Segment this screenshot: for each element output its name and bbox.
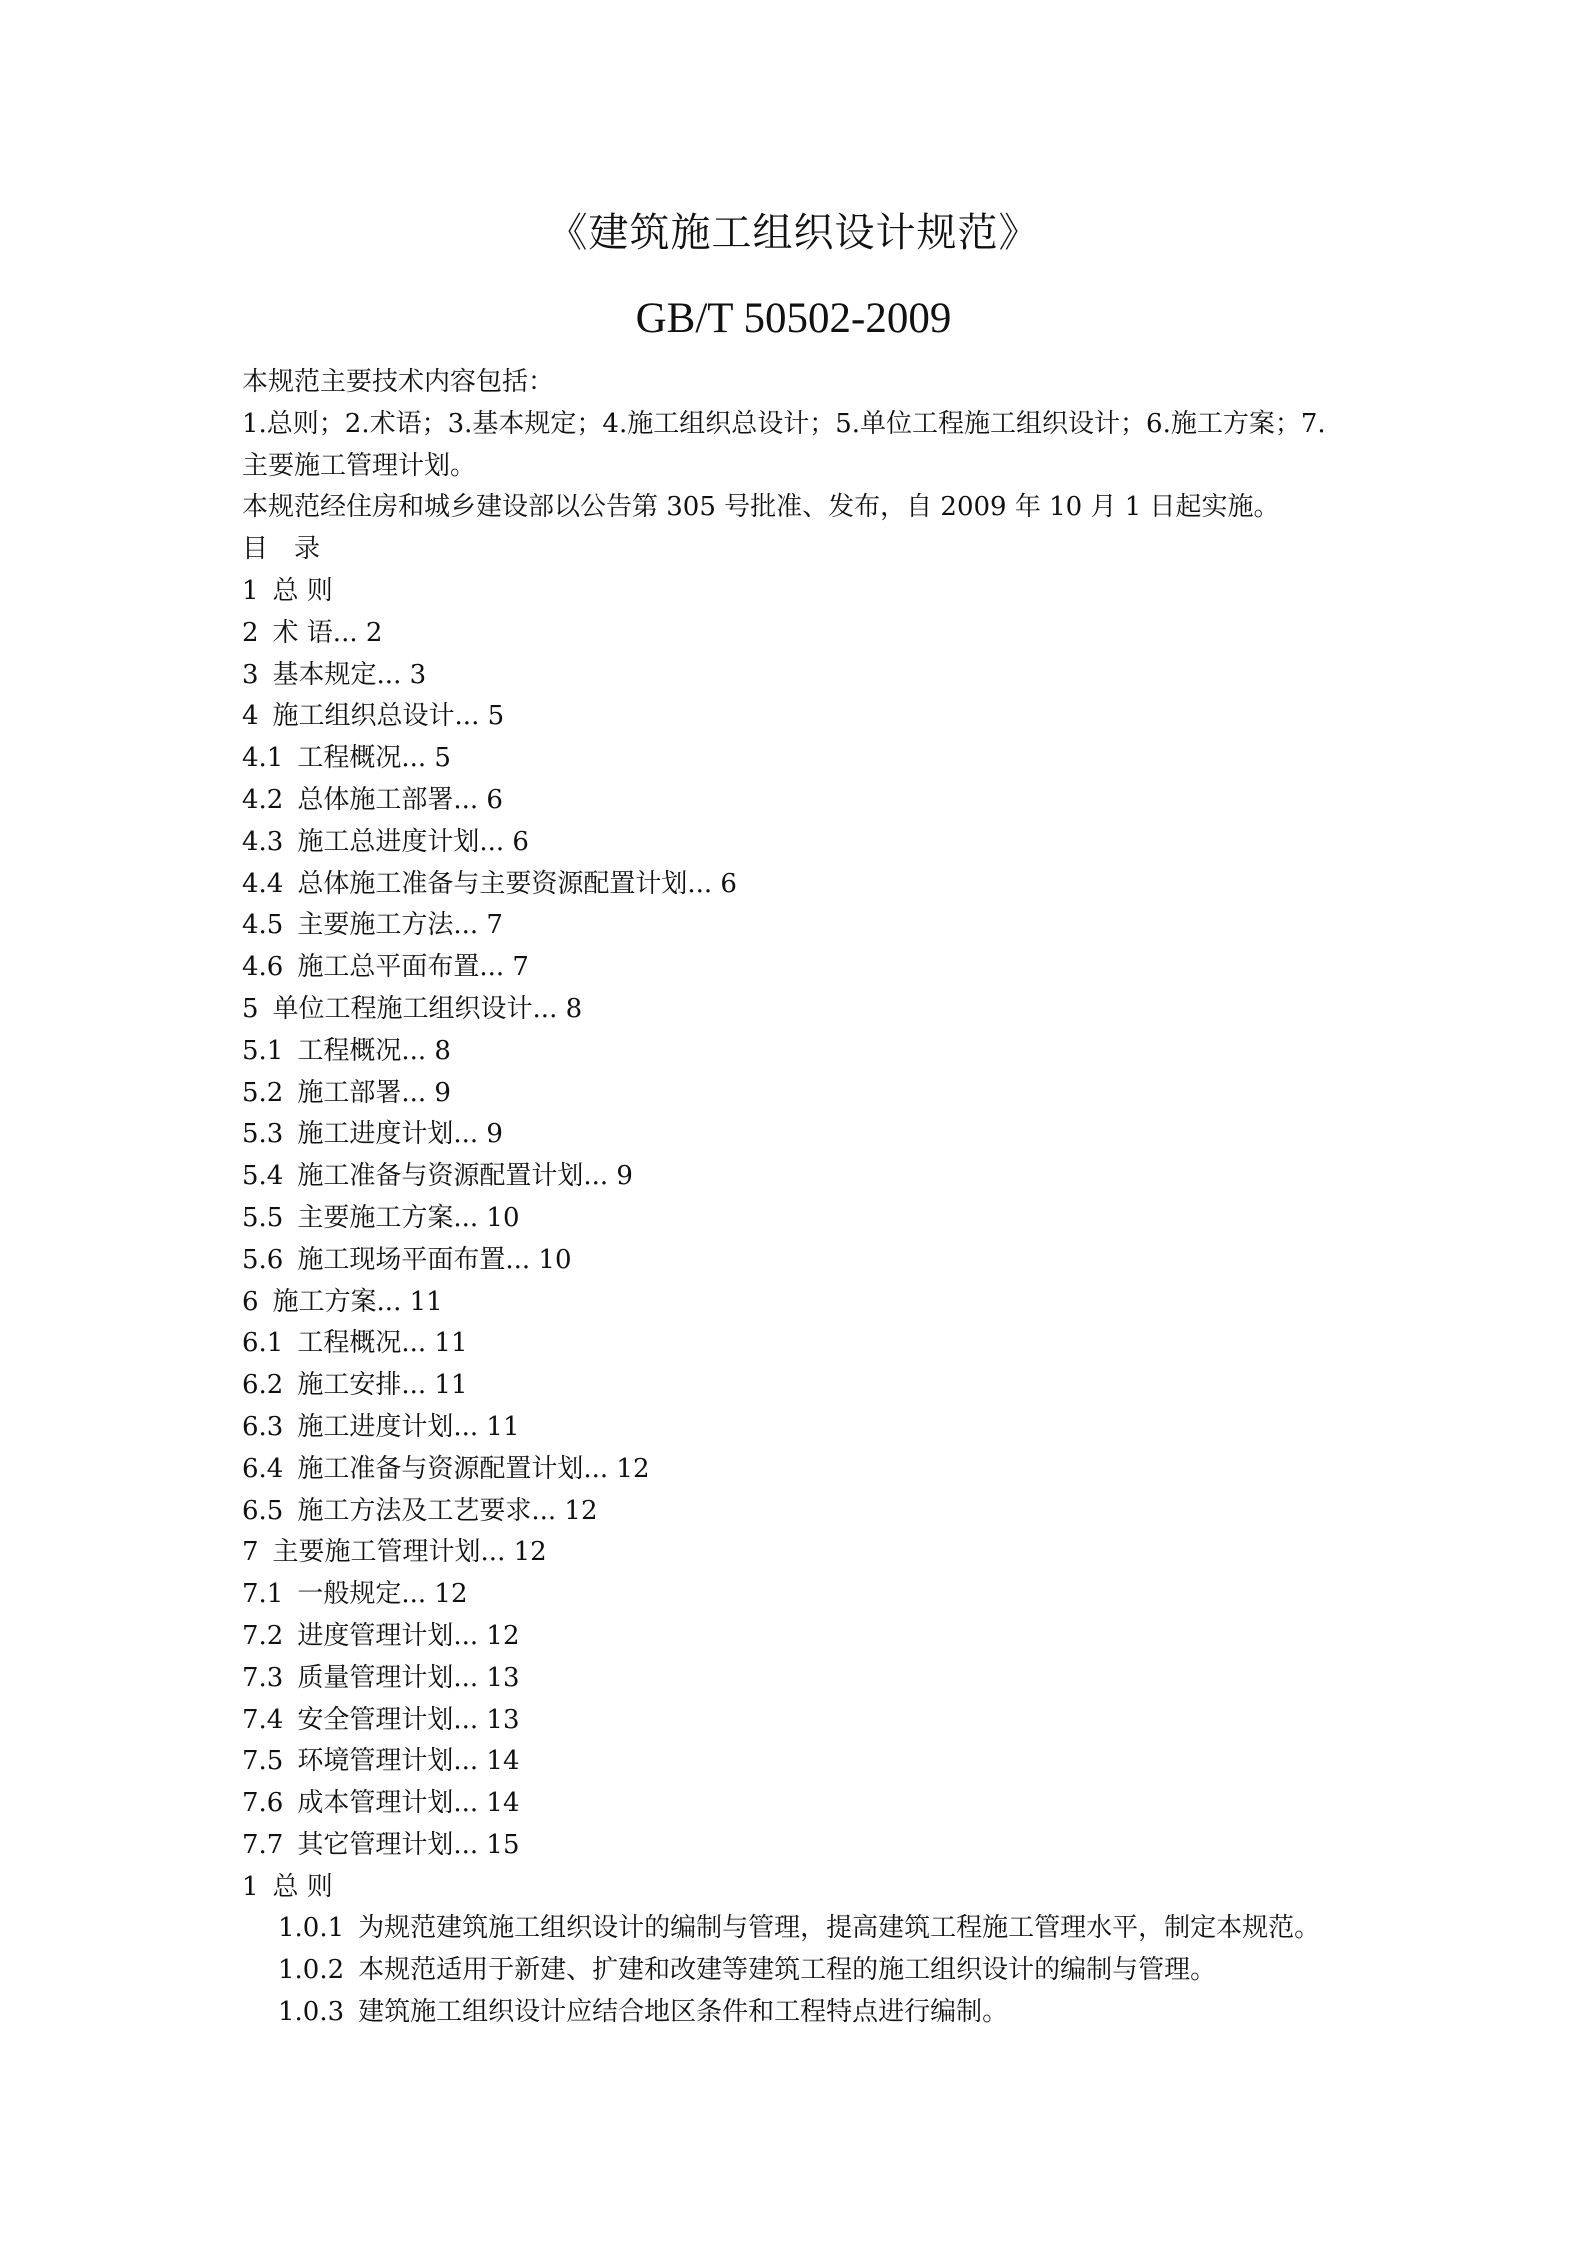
toc-entry-number: 5.3 [242, 1119, 284, 1150]
toc-entry-number: 6.5 [242, 1495, 284, 1526]
toc-entry-number: 4.5 [242, 910, 284, 941]
toc-entry-text: 施工总进度计划... 6 [297, 826, 529, 857]
toc-entry [242, 1407, 1372, 1449]
toc-entry [242, 947, 1372, 989]
toc-entry [242, 1114, 1372, 1156]
clause-number: 1.0.2 [278, 1955, 345, 1986]
toc-entry-number: 7.6 [242, 1788, 284, 1819]
toc-entry [242, 738, 1372, 780]
toc-entry [242, 1700, 1372, 1742]
toc-entry-text: 总体施工准备与主要资源配置计划... 6 [297, 868, 737, 899]
toc-entry [242, 1240, 1372, 1282]
toc-entry-text: 施工方案... 11 [272, 1286, 443, 1317]
toc-entry [242, 1365, 1372, 1407]
toc-entry-number: 1 [242, 575, 259, 606]
toc-entry-number: 4.3 [242, 826, 284, 857]
toc-entry-number: 6.4 [242, 1453, 284, 1484]
toc-entry-number: 5.5 [242, 1202, 284, 1233]
toc-entry-number: 5.6 [242, 1244, 284, 1275]
toc-entry-number: 3 [242, 659, 259, 690]
toc-entry [242, 696, 1372, 738]
toc-entry [242, 1156, 1372, 1198]
toc-entry [242, 655, 1372, 697]
toc-entry-text: 工程概况... 11 [297, 1328, 468, 1359]
toc-list [242, 571, 1372, 1867]
toc-entry [242, 1658, 1372, 1700]
toc-entry-text: 安全管理计划... 13 [297, 1704, 520, 1735]
toc-entry-text: 施工准备与资源配置计划... 9 [297, 1161, 633, 1192]
toc-entry-text: 总 则 [272, 575, 333, 606]
toc-entry-text: 施工安排... 11 [297, 1370, 468, 1401]
toc-entry [242, 1031, 1372, 1073]
toc-entry-number: 6.1 [242, 1328, 284, 1359]
toc-entry-number: 5 [242, 993, 259, 1024]
toc-entry-number: 4 [242, 701, 259, 732]
toc-entry [242, 1574, 1372, 1616]
toc-entry-text: 主要施工管理计划... 12 [272, 1537, 547, 1568]
toc-entry-text: 工程概况... 8 [297, 1035, 451, 1066]
toc-entry [242, 613, 1372, 655]
toc-entry-number: 7.2 [242, 1620, 284, 1651]
clause-text: 建筑施工组织设计应结合地区条件和工程特点进行编制。 [358, 1997, 1009, 2028]
document-body [242, 362, 1372, 2034]
toc-entry-text: 其它管理计划... 15 [297, 1829, 520, 1860]
clause-number: 1.0.1 [278, 1913, 345, 1944]
toc-entry-text: 成本管理计划... 14 [297, 1788, 520, 1819]
toc-entry [242, 822, 1372, 864]
toc-entry-text: 施工现场平面布置... 10 [297, 1244, 572, 1275]
toc-entry-number: 2 [242, 617, 259, 648]
toc-entry-number: 5.4 [242, 1161, 284, 1192]
toc-entry-number: 7 [242, 1537, 259, 1568]
toc-entry [242, 1783, 1372, 1825]
toc-entry [242, 1449, 1372, 1491]
toc-entry-text: 施工部署... 9 [297, 1077, 451, 1108]
toc-entry [242, 571, 1372, 613]
toc-entry-text: 工程概况... 5 [297, 743, 451, 774]
toc-entry-text: 总体施工部署... 6 [297, 784, 503, 815]
toc-entry-text: 基本规定... 3 [272, 659, 427, 690]
toc-entry-text: 进度管理计划... 12 [297, 1620, 520, 1651]
toc-entry-text: 环境管理计划... 14 [297, 1746, 520, 1777]
clause-text: 本规范适用于新建、扩建和改建等建筑工程的施工组织设计的编制与管理。 [358, 1955, 1217, 1986]
toc-entry [242, 1323, 1372, 1365]
intro-approval: 本规范经住房和城乡建设部以公告第 305 号批准、发布，自 2009 年 10 月 1 日起实施。 [242, 492, 1280, 523]
chapter-1-clauses [242, 1908, 1372, 2033]
toc-entry [242, 1073, 1372, 1115]
toc-entry [242, 1532, 1372, 1574]
clause-number: 1.0.3 [278, 1997, 345, 2028]
toc-entry-text: 施工组织总设计... 5 [272, 701, 505, 732]
toc-entry-number: 4.6 [242, 952, 284, 983]
toc-entry-number: 6.2 [242, 1370, 284, 1401]
toc-entry [242, 1616, 1372, 1658]
chapter-title: 总 则 [272, 1871, 333, 1902]
intro-lead: 本规范主要技术内容包括： [242, 367, 555, 397]
toc-entry-text: 施工方法及工艺要求... 12 [297, 1495, 598, 1526]
toc-entry-number: 7.5 [242, 1746, 284, 1777]
clause [242, 1992, 1372, 2034]
toc-entry-text: 主要施工方案... 10 [297, 1202, 520, 1233]
clause [242, 1908, 1372, 1950]
toc-entry-number: 6.3 [242, 1411, 284, 1442]
toc-entry-number: 4.2 [242, 784, 284, 815]
toc-entry-text: 施工准备与资源配置计划... 12 [297, 1453, 650, 1484]
toc-entry [242, 1741, 1372, 1783]
toc-entry-number: 7.1 [242, 1579, 284, 1610]
document-title: 《建筑施工组织设计规范》 [547, 210, 1040, 256]
toc-entry-text: 施工进度计划... 9 [297, 1119, 503, 1150]
toc-entry-text: 施工进度计划... 11 [297, 1411, 520, 1442]
toc-entry [242, 1198, 1372, 1240]
toc-entry-number: 7.7 [242, 1829, 284, 1860]
toc-entry-number: 5.2 [242, 1077, 284, 1108]
toc-entry-text: 质量管理计划... 13 [297, 1662, 520, 1693]
toc-entry [242, 989, 1372, 1031]
toc-heading: 目 录 [242, 534, 321, 565]
toc-entry [242, 780, 1372, 822]
toc-entry-number: 7.4 [242, 1704, 284, 1735]
toc-entry [242, 1825, 1372, 1867]
toc-entry-text: 主要施工方法... 7 [297, 910, 503, 941]
toc-entry [242, 1491, 1372, 1533]
toc-entry-text: 术 语... 2 [272, 617, 383, 648]
standard-code: GB/T 50502-2009 [635, 295, 952, 342]
intro-contents-line-2: 主要施工管理计划。 [242, 450, 477, 481]
toc-entry-text: 一般规定... 12 [297, 1579, 468, 1610]
toc-entry-number: 6 [242, 1286, 259, 1317]
toc-entry-number: 7.3 [242, 1662, 284, 1693]
toc-entry-number: 5.1 [242, 1035, 284, 1066]
clause [242, 1950, 1372, 1992]
chapter-1-heading [242, 1867, 1372, 1909]
intro-contents-line-1: 1.总则；2.术语；3.基本规定；4.施工组织总设计；5.单位工程施工组织设计；6.施工方案；7. [242, 408, 1326, 439]
toc-entry-text: 单位工程施工组织设计... 8 [272, 993, 583, 1024]
clause-text: 为规范建筑施工组织设计的编制与管理，提高建筑工程施工管理水平，制定本规范。 [358, 1913, 1321, 1944]
toc-entry [242, 1282, 1372, 1324]
toc-entry [242, 864, 1372, 906]
toc-entry-text: 施工总平面布置... 7 [297, 952, 529, 983]
chapter-number: 1 [242, 1871, 259, 1902]
toc-entry-number: 4.4 [242, 868, 284, 899]
toc-entry-number: 4.1 [242, 743, 284, 774]
toc-entry [242, 905, 1372, 947]
